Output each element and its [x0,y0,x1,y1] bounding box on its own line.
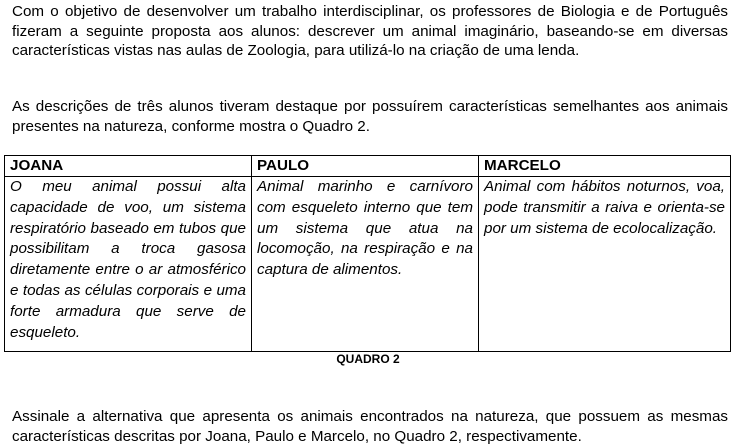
table-row [5,177,731,352]
cell-paulo: Animal marinho e carnívoro com esqueleto interno que tem um sistema que atua na locomoção, na respiração e na captura de alimentos. [252,177,479,352]
quadro-table [4,155,731,352]
table-header-row [5,156,731,177]
cell-joana: O meu animal possui alta capacidade de voo, um sistema respiratório baseado em tubos que possibilitam a troca gasosa diretamente entre o ar atmosférico e todas as células corporais e uma forte armadura que serve de esqueleto. [5,177,252,352]
header-paulo: PAULO [252,156,479,177]
header-marcelo: MARCELO [479,156,731,177]
cell-marcelo: Animal com hábitos noturnos, voa, pode transmitir a raiva e orienta-se por um sistema de ecolocalização. [479,177,731,352]
intro-paragraph: Com o objetivo de desenvolver um trabalho interdisciplinar, os professores de Biologia e de Português fizeram a seguinte proposta aos alunos: descrever um animal imaginário, baseando-se em diversas características vistas nas aulas de Zoologia, para utilizá-lo na criação de uma lenda. [12,3,728,59]
question-paragraph: Assinale a alternativa que apresenta os animais encontrados na natureza, que possuem as mesmas características descritas por Joana, Paulo e Marcelo, no Quadro 2, respectivamente. [12,408,728,445]
table-caption: QUADRO 2 [336,352,400,366]
context-paragraph: As descrições de três alunos tiveram destaque por possuírem características semelhantes aos animais presentes na natureza, conforme mostra o Quadro 2. [12,98,728,135]
header-joana: JOANA [5,156,252,177]
